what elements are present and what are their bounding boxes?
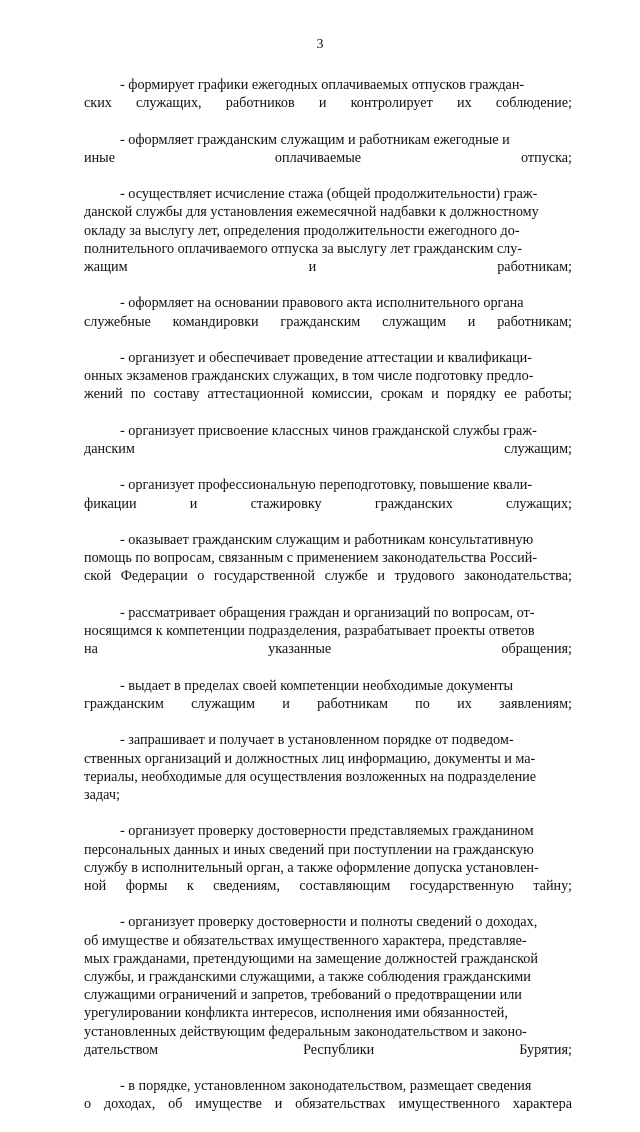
- list-item: - осуществляет исчисление стажа (общей продолжительности) граж- данской службы для установления ежемесячной надбавки к должностному окладу за выслугу лет, определения продолжительности ежегодного до- полнительного оплачиваемого отпуска за выслугу лет гражданским слу- жащим и работникам;: [84, 186, 572, 276]
- list-item: - оформляет гражданским служащим и работникам ежегодные и иные оплачиваемые отпуска;: [84, 131, 572, 166]
- list-item: - выдает в пределах своей компетенции необходимые документы гражданским служащим и работникам по их заявлениям;: [84, 677, 572, 712]
- document-body: [84, 76, 572, 1132]
- list-item: - в порядке, установленном законодательством, размещает сведения о доходах, об имуществе и обязательствах имущественного характера: [84, 1078, 572, 1113]
- list-item: - рассматривает обращения граждан и организаций по вопросам, от- носящимся к компетенции подразделения, разрабатывает проекты ответов на указанные обращения;: [84, 604, 572, 658]
- list-item: - организует профессиональную переподготовку, повышение квали- фикации и стажировку гражданских служащих;: [84, 477, 572, 512]
- list-item: - организует присвоение классных чинов гражданской службы граж- данским служащим;: [84, 422, 572, 458]
- page-number: 3: [316, 37, 324, 52]
- list-item: - оказывает гражданским служащим и работникам консультативную помощь по вопросам, связанным с применением законодательства Россий- ской Федерации о государственной службе и трудового законодательства;: [84, 532, 572, 585]
- list-item: - запрашивает и получает в установленном порядке от подведом- ственных организаций и должностных лиц информацию, документы и ма- териалы, необходимые для осуществления возложенных на подразделение задач;: [84, 732, 537, 803]
- list-item: - организует проверку достоверности и полноты сведений о доходах, об имуществе и обязательствах имущественного характера, представляе- мых гражданами, претендующими на замещение должностей гражданской службы, и гражданскими служащими, а также соблюдения гражданскими служащими ограничений и запретов, требований о предотвращении или урегулировании конфликта интересов, исполнения ими обязанностей, установленных действующим федеральным законодательством и законо- дательством Республики Бурятия;: [84, 914, 572, 1058]
- list-item: - организует проверку достоверности представляемых гражданином персональных данных и иных сведений при поступлении на гражданскую службу в исполнительный орган, а также оформление допуска установлен- ной формы к сведениям, составляющим государственную тайну;: [84, 823, 572, 894]
- list-item: - оформляет на основании правового акта исполнительного органа служебные командировки гражданским служащим и работникам;: [84, 295, 572, 330]
- list-item: - организует и обеспечивает проведение аттестации и квалификаци- онных экзаменов гражданских служащих, в том числе подготовку предло- жений по составу аттестационной комиссии, срокам и порядку ее работы;: [84, 350, 572, 403]
- list-item: - формирует графики ежегодных оплачиваемых отпусков граждан- ских служащих, работников и контролирует их соблюдение;: [84, 77, 572, 112]
